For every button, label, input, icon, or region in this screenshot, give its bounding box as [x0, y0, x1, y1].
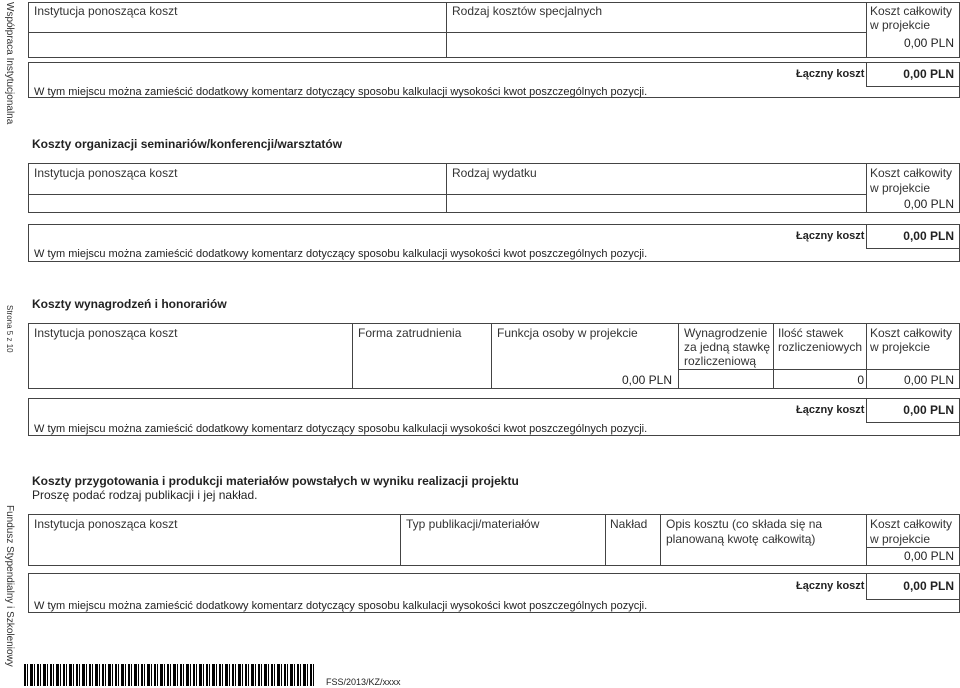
- col-description-2: planowaną kwotę całkowitą): [666, 532, 816, 546]
- col-rate-2: za jedną stawkę: [684, 340, 771, 354]
- barcode: [24, 664, 314, 686]
- comment-hint: W tym miejscu można zamieścić dodatkowy komentarz dotyczący sposobu kalkulacji wysokości kwot poszczególnych pozycji.: [34, 423, 648, 435]
- col-total-cost-2: w projekcie: [870, 340, 931, 354]
- col-total-cost: Koszt całkowity: [870, 326, 953, 340]
- rate-value: 0,00 PLN: [621, 373, 672, 387]
- col-institution: Instytucja ponosząca koszt: [34, 4, 178, 18]
- total-label: Łączny koszt: [796, 580, 865, 592]
- col-rate-count-2: rozliczeniowych: [778, 340, 863, 354]
- comment-hint: W tym miejscu można zamieścić dodatkowy komentarz dotyczący sposobu kalkulacji wysokości kwot poszczególnych pozycji.: [34, 86, 648, 98]
- col-total-cost: Koszt całkowity: [870, 517, 953, 531]
- form-code: FSS/2013/KZ/xxxx: [326, 677, 401, 687]
- total-value: 0,00 PLN: [903, 229, 954, 243]
- col-total-cost-2: w projekcie: [870, 18, 931, 32]
- total-value: 0,00 PLN: [903, 403, 954, 417]
- total-value: 0,00 PLN: [903, 67, 954, 81]
- total-label: Łączny koszt: [796, 404, 865, 416]
- col-total-cost: Koszt całkowity: [870, 4, 953, 18]
- total-label: Łączny koszt: [796, 230, 865, 242]
- col-rate-3: rozliczeniową: [684, 354, 757, 368]
- comment-hint: W tym miejscu można zamieścić dodatkowy komentarz dotyczący sposobu kalkulacji wysokości kwot poszczególnych pozycji.: [34, 248, 648, 260]
- col-description: Opis kosztu (co składa się na: [666, 517, 823, 531]
- col-total-cost-2: w projekcie: [870, 181, 931, 195]
- col-rate-count: Ilość stawek: [778, 326, 844, 340]
- row-value: 0,00 PLN: [903, 373, 954, 387]
- comment-hint: W tym miejscu można zamieścić dodatkowy komentarz dotyczący sposobu kalkulacji wysokości kwot poszczególnych pozycji.: [34, 600, 648, 612]
- col-cost-type: Rodzaj kosztów specjalnych: [452, 4, 603, 18]
- total-value: 0,00 PLN: [903, 579, 954, 593]
- col-expense-type: Rodzaj wydatku: [452, 166, 537, 180]
- col-rate: Wynagrodzenie: [684, 326, 768, 340]
- row-value: 0,00 PLN: [903, 36, 954, 50]
- section-title-materials: Koszty przygotowania i produkcji materiałów powstałych w wyniku realizacji projektu: [32, 474, 519, 488]
- side-label-top: Współpraca Instytucjonalna: [4, 2, 15, 125]
- col-institution: Instytucja ponosząca koszt: [34, 326, 178, 340]
- row-value: 0,00 PLN: [903, 549, 954, 563]
- col-institution: Instytucja ponosząca koszt: [34, 517, 178, 531]
- col-person-role: Funkcja osoby w projekcie: [497, 326, 638, 340]
- section-title-salaries: Koszty wynagrodzeń i honorariów: [32, 297, 227, 311]
- total-label: Łączny koszt: [796, 68, 865, 80]
- row-value: 0,00 PLN: [903, 197, 954, 211]
- col-employment-form: Forma zatrudnienia: [358, 326, 462, 340]
- section-title-seminars: Koszty organizacji seminariów/konferencji/warsztatów: [32, 137, 343, 151]
- rate-count-value: 0: [857, 373, 864, 387]
- col-circulation: Nakład: [610, 517, 648, 531]
- col-institution: Instytucja ponosząca koszt: [34, 166, 178, 180]
- col-total-cost-2: w projekcie: [870, 532, 931, 546]
- col-total-cost: Koszt całkowity: [870, 166, 953, 180]
- section-subtitle-materials: Proszę podać rodzaj publikacji i jej nakład.: [32, 488, 258, 502]
- col-publication-type: Typ publikacji/materiałów: [406, 517, 540, 531]
